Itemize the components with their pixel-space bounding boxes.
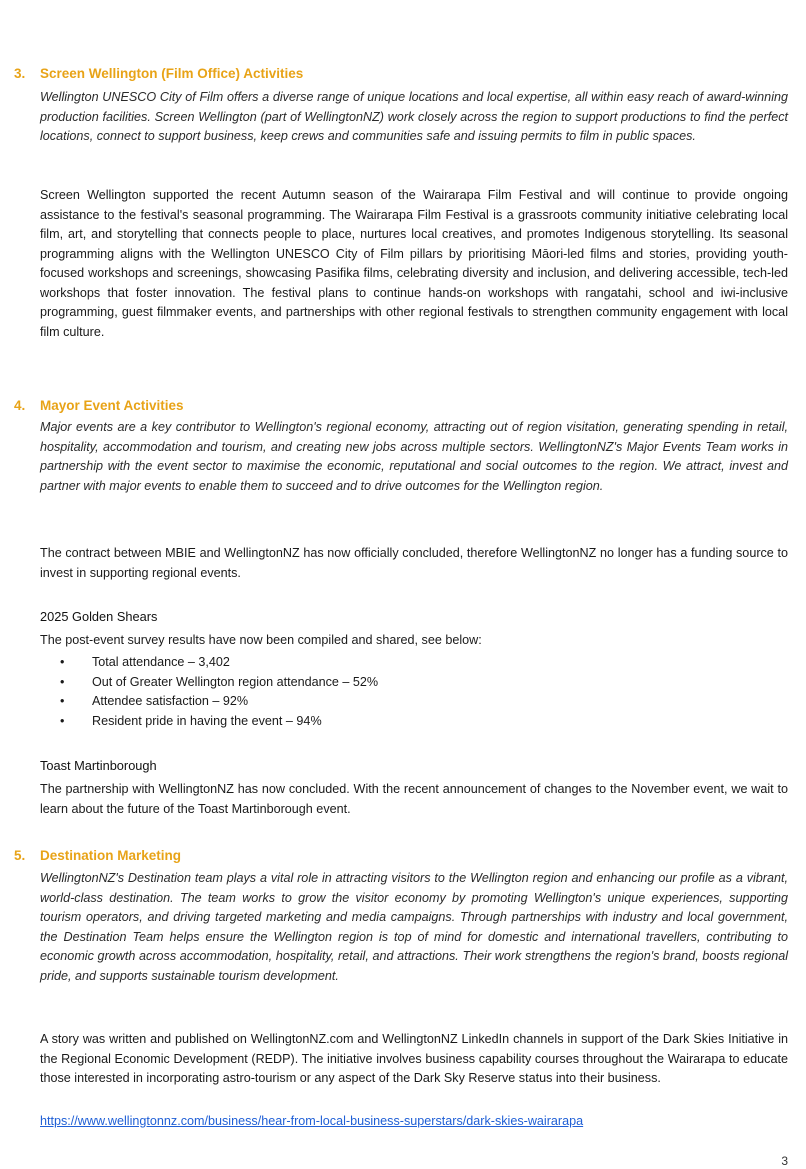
section-4-heading (14, 398, 184, 413)
section-number: 4. (14, 398, 26, 413)
golden-shears-heading: 2025 Golden Shears (40, 609, 158, 624)
section-title: Screen Wellington (Film Office) Activities (40, 66, 304, 81)
list-item: • Attendee satisfaction – 92% (40, 692, 788, 712)
toast-martinborough-text: The partnership with WellingtonNZ has now concluded. With the recent announcement of changes to the November event, we wait to learn about the future of the Toast Martinborough event. (40, 782, 788, 816)
page-number: 3 (781, 1154, 788, 1168)
section-5-intro: WellingtonNZ's Destination team plays a vital role in attracting visitors to the Wellington region and enhancing our profile as a vibrant, world-class destination. The team works to grow the visitor economy by promoting Wellington's unique experiences, supporting tourism operators, and driving targeted marketing and media campaigns. Through partnerships with industry and local government, the Destination Team helps ensure the Wellington region is top of mind for domestic and international travellers, contributing to economic growth across accommodation, hospitality, retail, and attractions. Their work strengthens the region's brand, boosts regional pride, and supports sustainable tourism development. (40, 871, 788, 983)
dark-skies-link[interactable]: https://www.wellingtonnz.com/business/hear-from-local-business-superstars/dark-skies-wairarapa (40, 1114, 584, 1128)
section-5-heading (14, 848, 181, 863)
bullet-icon: • (60, 713, 65, 728)
section-3-heading (14, 66, 303, 81)
section-4-body: The contract between MBIE and WellingtonNZ has now officially concluded, therefore WellingtonNZ no longer has a funding source to invest in supporting regional events. (40, 546, 788, 580)
list-item: • Out of Greater Wellington region attendance – 52% (40, 673, 788, 693)
list-item: • Total attendance – 3,402 (40, 653, 788, 673)
section-3-body: Screen Wellington supported the recent Autumn season of the Wairarapa Film Festival and will continue to provide ongoing assistance to the festival's seasonal programming. The Wairarapa Film Festival is a grassroots community initiative celebrating local film, art, and storytelling that connects people to place, nurtures local creatives, and promotes Indigenous storytelling. Its seasonal programming aligns with the Wellington UNESCO City of Film pillars by prioritising Māori-led films and stories, providing youth-focused workshops and screenings, showcasing Pasifika films, celebrating diversity and inclusion, and delivering accessible, tech-led workshops that foster innovation. The festival plans to continue hands-on workshops with rangatahi, school and iwi-inclusive programming, guest filmmaker events, and partnerships with other regional festivals to strengthen community engagement with local film culture. (40, 188, 788, 339)
bullet-icon: • (60, 674, 65, 689)
section-3-intro: Wellington UNESCO City of Film offers a diverse range of unique locations and local expertise, all within easy reach of award-winning production facilities. Screen Wellington (part of WellingtonNZ) work closely across the region to support productions to find the perfect locations, connect to support business, keep crews and communities safe and issuing permits to film in public spaces. (40, 90, 788, 143)
section-4-intro: Major events are a key contributor to Wellington's regional economy, attracting out of region visitation, generating spending in retail, hospitality, accommodation and tourism, and creating new jobs across multiple sectors. WellingtonNZ's Major Events Team works in partnership with the event sector to maximise the economic, reputational and social outcomes to the region. We attract, invest and partner with major events to enable them to succeed and to drive outcomes for the Wellington region. (40, 420, 788, 493)
section-number: 5. (14, 848, 26, 863)
section-number: 3. (14, 66, 26, 81)
golden-shears-stats (40, 653, 788, 731)
bullet-icon: • (60, 694, 65, 708)
section-title: Destination Marketing (40, 848, 182, 863)
golden-shears-text: The post-event survey results have now been compiled and shared, see below: (40, 633, 482, 647)
section-5-body: A story was written and published on WellingtonNZ.com and WellingtonNZ LinkedIn channels in support of the Dark Skies Initiative in the Regional Economic Development (REDP). The initiative involves business capability courses throughout the Wairarapa to educate those interested in incorporating astro-tourism or any aspect of the Dark Sky Reserve status into their business. (40, 1032, 788, 1085)
toast-martinborough-heading: Toast Martinborough (40, 758, 157, 773)
section-title: Mayor Event Activities (40, 398, 184, 413)
list-item: • Resident pride in having the event – 94% (40, 712, 788, 732)
bullet-icon: • (60, 655, 65, 669)
